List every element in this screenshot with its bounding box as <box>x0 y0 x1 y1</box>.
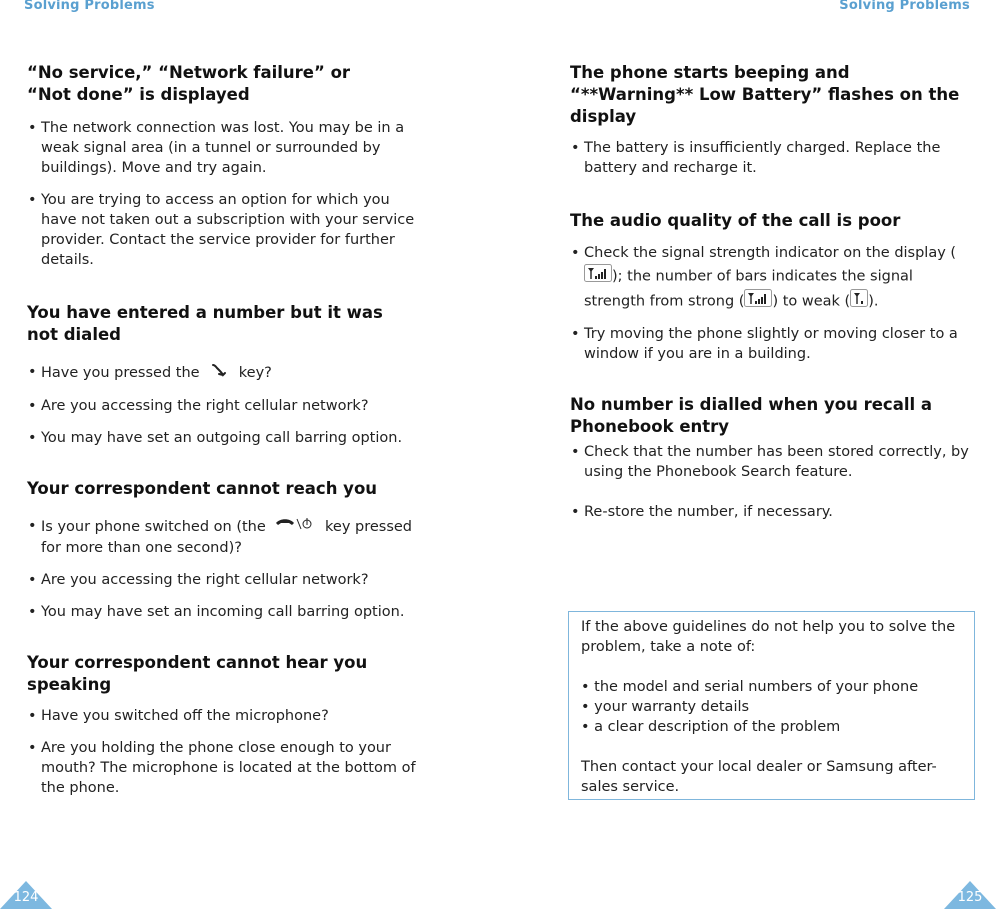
note-outro: Then contact your local dealer or Samsung after-sales service. <box>581 759 937 795</box>
list-item: • Are you holding the phone close enough to your mouth? The microphone is located at the bottom of the phone. <box>27 738 419 798</box>
list-item: • You are trying to access an option for which you have not taken out a subscription with your service provider. Contact the service provider for further details. <box>27 190 419 270</box>
note-item: • the model and serial numbers of your phone <box>581 679 919 695</box>
running-head-left: Solving Problems <box>24 0 155 13</box>
page-number: 124 <box>13 890 39 905</box>
right-page <box>498 0 996 909</box>
bullet-list <box>570 138 972 178</box>
list-item: • You may have set an outgoing call barring option. <box>27 428 419 448</box>
list-item: • Check that the number has been stored correctly, by using the Phonebook Search feature. <box>570 442 972 482</box>
section-not-dialed <box>27 302 419 448</box>
section-no-service <box>27 62 419 270</box>
right-column <box>570 62 972 544</box>
page-number: 125 <box>957 890 983 905</box>
page-number-tab <box>0 881 52 909</box>
list-item: • Try moving the phone slightly or moving closer to a window if you are in a building. <box>570 324 972 364</box>
signal-strong-icon <box>584 264 612 289</box>
section-title: You have entered a number but it was not dialed <box>27 303 383 344</box>
section-title: The phone starts beeping and “**Warning** Low Battery” flashes on the display <box>570 63 960 126</box>
list-item: • The network connection was lost. You may be in a weak signal area (in a tunnel or surrounded by buildings). Move and try again. <box>27 118 419 178</box>
list-item: • Are you accessing the right cellular network? <box>27 396 419 416</box>
section-cannot-reach <box>27 478 419 622</box>
end-power-key-icon <box>270 516 320 538</box>
list-item: • Is your phone switched on (the key pressed for more than one second)? <box>27 516 419 558</box>
list-item: • Check the signal strength indicator on the display (); the number of bars indicates the signal strength from strong ( ) to weak ( ). <box>570 242 972 314</box>
bullet-list <box>27 362 419 448</box>
send-key-icon <box>204 362 234 384</box>
bullet-list <box>27 516 419 622</box>
signal-strong-icon <box>744 289 772 314</box>
list-item: • Are you accessing the right cellular network? <box>27 570 419 590</box>
section-title: Your correspondent cannot hear you speaking <box>27 653 368 694</box>
bullet-list <box>570 442 972 522</box>
help-note-box <box>568 611 975 800</box>
section-phonebook <box>570 394 972 522</box>
note-item: • your warranty details <box>581 699 750 715</box>
running-head-right: Solving Problems <box>839 0 970 13</box>
bullet-list <box>27 706 419 798</box>
section-audio-quality <box>570 210 972 364</box>
note-item: • a clear description of the problem <box>581 719 841 735</box>
section-low-battery <box>570 62 972 178</box>
bullet-list <box>570 242 972 364</box>
left-column <box>27 62 419 820</box>
list-item: • Have you pressed the key? <box>27 362 419 384</box>
list-item: • Re-store the number, if necessary. <box>570 502 972 522</box>
list-item: • The battery is insufficiently charged. Replace the battery and recharge it. <box>570 138 972 178</box>
section-title: No number is dialled when you recall a Phonebook entry <box>570 395 933 436</box>
note-intro: If the above guidelines do not help you to solve the problem, take a note of: <box>581 619 956 655</box>
list-item: • Have you switched off the microphone? <box>27 706 419 726</box>
section-cannot-hear <box>27 652 419 798</box>
list-item: • You may have set an incoming call barring option. <box>27 602 419 622</box>
bullet-list <box>27 118 419 270</box>
section-title: The audio quality of the call is poor <box>570 211 901 230</box>
page-number-tab <box>944 881 996 909</box>
signal-weak-icon <box>850 289 868 314</box>
section-title: Your correspondent cannot reach you <box>27 479 378 498</box>
section-title: “No service,” “Network failure” or “Not done” is displayed <box>27 63 351 104</box>
